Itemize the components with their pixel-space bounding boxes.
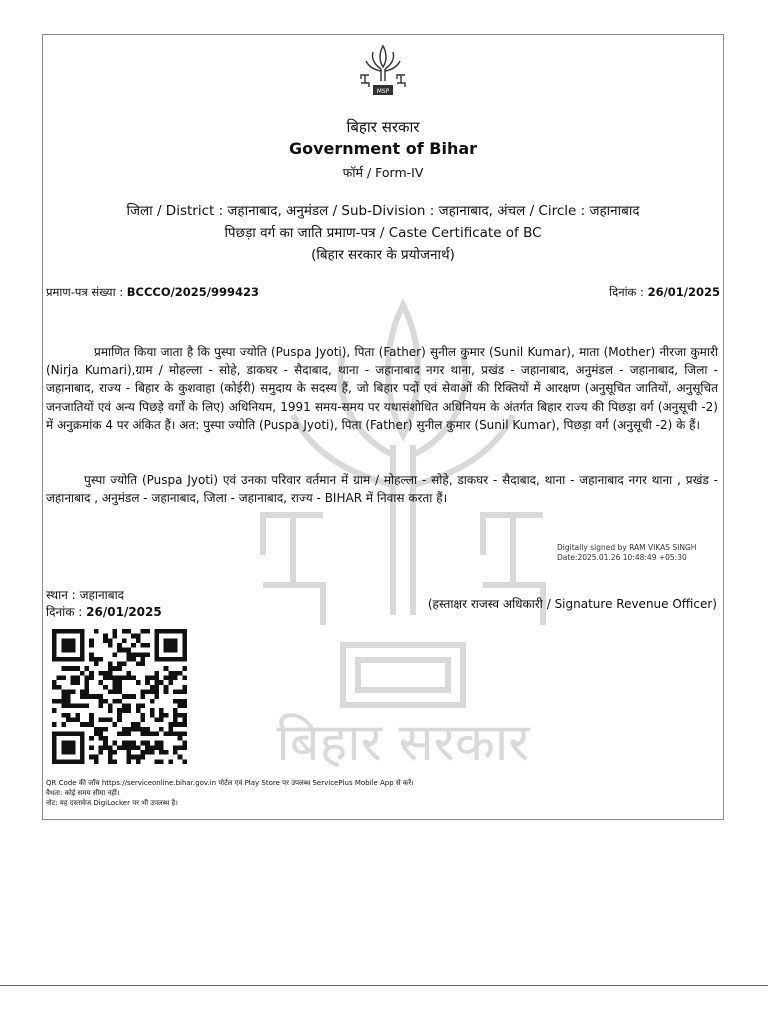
certificate bbox=[42, 34, 724, 820]
signatory-label: (हस्ताक्षर राजस्व अधिकारी / Signature Revenue Officer) bbox=[427, 597, 717, 611]
org-english: Government of Bihar bbox=[288, 139, 478, 158]
qr-code bbox=[52, 629, 187, 764]
certificate-number-label: प्रमाण-पत्र संख्या : bbox=[46, 285, 124, 299]
page-divider bbox=[0, 985, 768, 986]
form-number: फॉर्म / Form-IV bbox=[342, 165, 424, 180]
place-line bbox=[46, 587, 162, 604]
watermark-text: बिहार सरकार bbox=[276, 713, 530, 773]
certificate-number-row bbox=[46, 285, 720, 300]
issue-date-label: दिनांक : bbox=[46, 605, 83, 619]
residence-paragraph: पुस्पा ज्योति (Puspa Jyoti) एवं उनका परिवार वर्तमान में ग्राम / मोहल्ला - सोहे, डाकघर - सैदाबाद, थाना - जहानाबाद नगर थाना , प्रखंड - जहानाबाद , अनुमंडल - जहानाबाद, जिला - जहानाबाद, राज्य - BIHAR में निवास करता हैं। bbox=[46, 473, 718, 506]
district-line: जिला / District : जहानाबाद, अनुमंडल / Sub-Division : जहानाबाद, अंचल / Circle : जहानाबाद bbox=[126, 203, 640, 219]
certificate-number-value: BCCCO/2025/999423 bbox=[126, 285, 260, 299]
footer-digilocker-note: नोट: यह दस्तावेज DigiLocker पर भी उपलब्ध है। bbox=[46, 799, 178, 807]
place-block bbox=[46, 587, 162, 621]
digital-signature-name: Digitally signed by RAM VIKAS SINGH bbox=[557, 543, 697, 552]
bihar-emblem-icon bbox=[355, 43, 411, 99]
digital-signature bbox=[557, 543, 696, 562]
certificate-purpose: (बिहार सरकार के प्रयोजनार्थ) bbox=[311, 247, 455, 263]
issue-date-value: 26/01/2025 bbox=[86, 605, 162, 619]
footer-notes bbox=[46, 778, 414, 808]
certificate-date-label: दिनांक : bbox=[609, 285, 644, 299]
issue-date-line bbox=[46, 604, 162, 621]
place-label: स्थान : bbox=[46, 588, 76, 602]
footer-qr-note: QR Code की जाँच https://serviceonline.bihar.gov.in पोर्टल एवं Play Store पर उपलब्ध ServicePlus Mobile App से करें। bbox=[46, 779, 414, 787]
certificate-number bbox=[46, 285, 259, 300]
footer-validity: वैधता: कोई समय सीमा नहीं। bbox=[46, 789, 120, 797]
certification-paragraph: प्रमाणित किया जाता है कि पुस्पा ज्योति (Puspa Jyoti), पिता (Father) सुनील कुमार (Sunil Kumar), माता (Mother) नीरजा कुमारी (Nirja Kumari),ग्राम / मोहल्ला - सोहे, डाकघर - सैदाबाद, थाना - जहानाबाद नगर थाना, प्रखंड - जहानाबाद, अनुमंडल - जहानाबाद, जिला - जहानाबाद, राज्य - बिहार के कुशवाहा (कोईरी) समुदाय के सदस्य हैं, जो बिहार पदों एवं सेवाओं की रिक्तियों में आरक्षण (अनुसूचित जातियों, अनुसूचित जनजातियों एवं अन्य पिछड़े वर्गों के लिए) अधिनियम, 1991 समय-समय पर यथासंशोधित अधिनियम के अंतर्गत बिहार राज्य की पिछड़ा वर्ग (अनुसूची -2) में अनुक्रमांक 4 पर अंकित हैं। अत: पुस्पा ज्योति (Puspa Jyoti), पिता (Father) सुनील कुमार (Sunil Kumar), पिछड़ा वर्ग (अनुसूची -2) के हैं। bbox=[46, 345, 718, 432]
place-value: जहानाबाद bbox=[79, 588, 125, 602]
emblem-text: MSP bbox=[376, 88, 390, 95]
org-hindi: बिहार सरकार bbox=[346, 118, 420, 136]
digital-signature-date: Date:2025.01.26 10:48:49 +05:30 bbox=[557, 552, 687, 562]
certificate-title: पिछड़ा वर्ग का जाति प्रमाण-पत्र / Caste Certificate of BC bbox=[224, 225, 542, 241]
certificate-date bbox=[609, 285, 720, 300]
certificate-date-value: 26/01/2025 bbox=[647, 285, 720, 299]
